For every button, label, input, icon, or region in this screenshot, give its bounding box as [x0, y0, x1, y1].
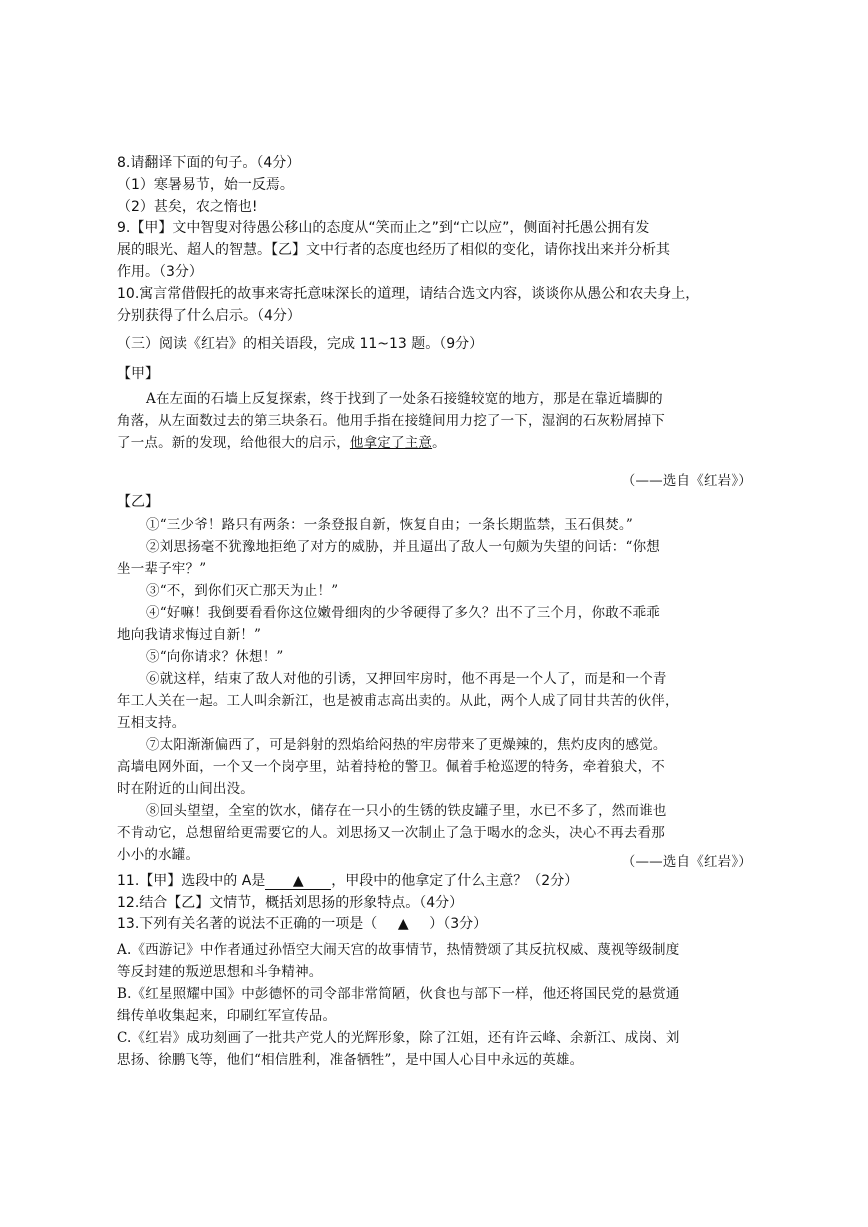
q9-line-2: 展的眼光、超人的智慧。【乙】文中行者的态度也经历了相似的变化，请你找出来并分析其 [117, 242, 670, 258]
option-c-line-1: C.《红岩》成功刻画了一批共产党人的光辉形象，除了江姐，还有许云峰、余新江、成岗、刘 [117, 1030, 680, 1046]
q10-line-2: 分别获得了什么启示。（4分） [117, 308, 301, 324]
passage-yi-line: ⑦太阳渐渐偏西了，可是斜射的烈焰给闷热的牢房带来了更燥辣的，焦灼皮肉的感觉。 [146, 737, 667, 753]
passage-jia-line-3 [117, 433, 446, 453]
passage-jia-source: （——选自《红岩》） [621, 473, 752, 489]
q11-prefix: 11.【甲】选段中的 A是 [117, 873, 266, 889]
passage-jia-line-2: 角落，从左面数过去的第三块条石。他用手指在接缝间用力挖了一下，湿润的石灰粉屑掉下 [117, 413, 665, 429]
answer-blank: ▲ [265, 873, 331, 890]
option-b-line-1: B.《红星照耀中国》中彭德怀的司令部非常简陋，伙食也与部下一样，他还将国民党的悬赏通 [117, 986, 680, 1002]
passage-yi-line: 时在附近的山间出没。 [117, 781, 254, 797]
passage-yi-line: ①“三少爷！路只有两条：一条登报自新，恢复自由；一条长期监禁，玉石俱焚。” [146, 517, 633, 533]
option-b-line-2: 缉传单收集起来，印刷红军宣传品。 [117, 1008, 337, 1024]
passage-jia-text: 了一点。新的发现，给他很大的启示， [117, 435, 350, 451]
q8-sentence-1: （1）寒暑易节，始一反焉。 [117, 177, 294, 193]
answer-blank: ▲ [397, 916, 409, 932]
q10-line-1: 10.寓言常借假托的故事来寄托意味深长的道理，请结合选文内容，谈谈你从愚公和农夫身上， [117, 286, 700, 302]
q13-suffix: ）（3分） [429, 916, 488, 932]
q13-prefix: 13.下列有关名著的说法不正确的一项是（ [117, 916, 378, 932]
passage-yi-label: 【乙】 [117, 494, 159, 510]
passage-jia-line-1: A在左面的石墙上反复探索，终于找到了一处条石接缝较宽的地方，那是在靠近墙脚的 [146, 391, 663, 407]
passage-yi-line: 不肯动它，总想留给更需要它的人。刘思扬又一次制止了急于喝水的念头，决心不再去看那 [117, 825, 665, 841]
q8-sentence-2: （2）甚矣，农之惰也! [117, 199, 258, 215]
passage-yi-source: （——选自《红岩》） [621, 854, 752, 870]
passage-yi-line: ④“好嘛！我倒要看看你这位嫩骨细肉的少爷硬得了多久？出不了三个月，你敢不乖乖 [146, 605, 661, 621]
passage-yi-line: ②刘思扬毫不犹豫地拒绝了对方的威胁，并且逼出了敌人一句颇为失望的问话：“你想 [146, 539, 661, 555]
passage-jia-label: 【甲】 [117, 366, 159, 382]
passage-yi-line: ③“不，到你们灭亡那天为止！” [146, 583, 339, 599]
q9-line-3: 作用。（3分） [117, 264, 203, 280]
passage-yi-line: ⑧回头望望，全室的饮水，储存在一只小的生锈的铁皮罐子里，水已不多了，然而谁也 [146, 803, 667, 819]
q9-line-1: 9.【甲】文中智叟对待愚公移山的态度从“笑而止之”到“亡以应”，侧面衬托愚公拥有发 [117, 220, 650, 236]
q13 [117, 914, 487, 934]
passage-yi-line: 年工人关在一起。工人叫余新江，也是被甫志高出卖的。从此，两个人成了同甘共苦的伙伴， [117, 693, 679, 709]
section-3-heading: （三）阅读《红岩》的相关语段，完成 11~13 题。（9分） [117, 336, 484, 352]
passage-yi-line: ⑥就这样，结束了敌人对他的引诱，又押回牢房时，他不再是一个人了，而是和一个青 [146, 671, 667, 687]
q11 [117, 871, 578, 891]
option-a-line-1: A.《西游记》中作者通过孙悟空大闹天宫的故事情节，热情赞颂了其反抗权威、蔑视等级制度 [117, 942, 680, 958]
passage-yi-line: 坐一辈子牢？” [117, 561, 207, 577]
passage-yi-line: 互相支持。 [117, 715, 186, 731]
q12: 12.结合【乙】文情节，概括刘思扬的形象特点。（4分） [117, 895, 464, 911]
option-c-line-2: 思扬、徐鹏飞等，他们“相信胜利，准备牺牲”，是中国人心目中永远的英雄。 [117, 1052, 584, 1068]
passage-yi-line: ⑤“向你请求？休想！” [146, 649, 284, 665]
option-a-line-2: 等反封建的叛逆思想和斗争精神。 [117, 964, 323, 980]
q8-title: 8.请翻译下面的句子。（4分） [117, 155, 301, 171]
underlined-phrase: 他拿定了主意 [349, 435, 433, 451]
passage-yi-line: 高墙电网外面，一个又一个岗亭里，站着持枪的警卫。佩着手枪巡逻的特务，牵着狼犬，不 [117, 759, 665, 775]
passage-yi-line: 地向我请求悔过自新！” [117, 627, 262, 643]
passage-yi-line: 小小的水罐。 [117, 847, 200, 863]
period: 。 [432, 435, 446, 451]
q11-suffix: ，甲段中的他拿定了什么主意？（2分） [331, 873, 579, 889]
